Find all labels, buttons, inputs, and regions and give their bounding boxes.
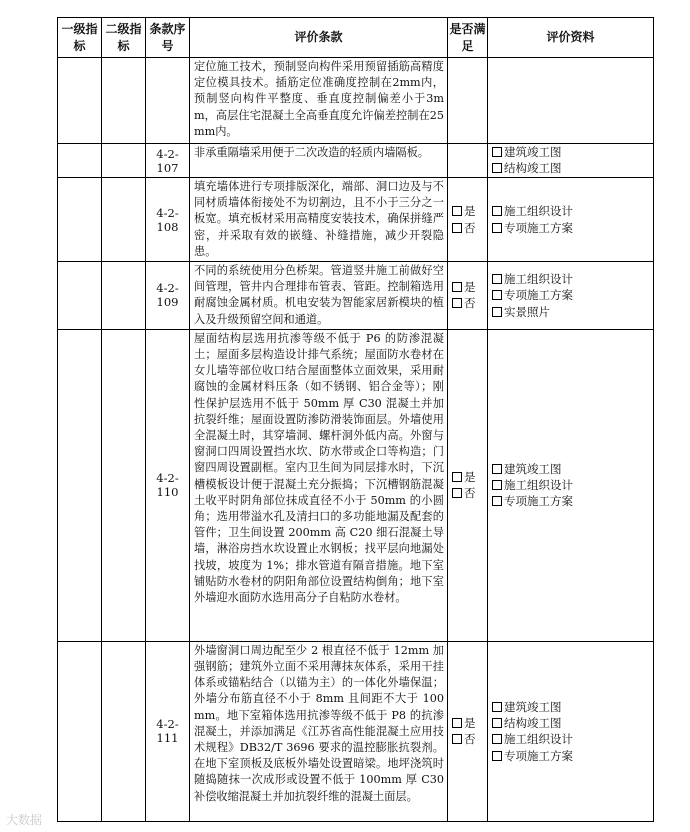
level2-cell — [102, 641, 146, 821]
doc-option[interactable] — [492, 287, 653, 303]
doc-option[interactable] — [492, 715, 653, 731]
header-level2: 二级指标 — [102, 18, 146, 58]
doc-label: 结构竣工图 — [504, 161, 562, 176]
table-row — [58, 178, 654, 262]
doc-label: 建筑竣工图 — [504, 699, 562, 714]
doc-option[interactable] — [492, 731, 653, 747]
satisfy-label: 是 — [464, 716, 476, 731]
checkbox-icon[interactable] — [492, 496, 502, 506]
doc-option[interactable] — [492, 748, 653, 764]
checkbox-icon[interactable] — [452, 298, 462, 308]
checkbox-icon[interactable] — [492, 163, 502, 173]
checkbox-icon[interactable] — [492, 223, 502, 233]
satisfy-label: 是 — [464, 204, 476, 219]
table-row — [58, 262, 654, 330]
satisfy-option[interactable] — [452, 731, 487, 747]
level2-cell — [102, 144, 146, 178]
checkbox-icon[interactable] — [492, 702, 502, 712]
clause-number: 4-2-110 — [146, 329, 190, 641]
checkbox-icon[interactable] — [452, 488, 462, 498]
docs-cell — [488, 144, 654, 178]
docs-cell — [488, 641, 654, 821]
checkbox-icon[interactable] — [492, 147, 502, 157]
level1-cell — [58, 329, 102, 641]
table-row — [58, 329, 654, 641]
clause-text: 非承重隔墙采用便于二次改造的轻质内墙隔板。 — [190, 144, 448, 178]
doc-label: 专项施工方案 — [504, 748, 573, 763]
level2-cell — [102, 262, 146, 330]
doc-option[interactable] — [492, 220, 653, 236]
satisfy-option[interactable] — [452, 279, 487, 295]
level1-cell — [58, 641, 102, 821]
satisfy-option[interactable] — [452, 220, 487, 236]
doc-label: 施工组织设计 — [504, 732, 573, 747]
doc-label: 施工组织设计 — [504, 272, 573, 287]
doc-label: 施工组织设计 — [504, 478, 573, 493]
doc-option[interactable] — [492, 304, 653, 320]
satisfy-label: 否 — [464, 296, 476, 311]
checkbox-icon[interactable] — [452, 206, 462, 216]
doc-option[interactable] — [492, 493, 653, 509]
satisfy-option[interactable] — [452, 295, 487, 311]
satisfy-cell — [448, 329, 488, 641]
table-row — [58, 58, 654, 144]
clause-text: 屋面结构层选用抗渗等级不低于 P6 的防渗混凝土；屋面多层构造设计排气系统；屋面防水卷材在女儿墙等部位收口结合屋面整体立面效果，采用耐腐蚀的金属材料压条（如不锈钢、铝合金等）；刚性保护层选用不低于 50mm 厚 C30 混凝土并加抗裂纤维；屋面设置防渗防滑装饰面层。外墙使用全混凝土时，其穿墙洞、螺杆洞外低内高。外窗与窗洞口四周设置挡水坎、防水带或企口等构造；门窗四周设置副框。室内卫生间为同层排水时，下沉槽模板设计便于混凝土充分振捣；下沉槽钢筋混凝土收平时阴角部位抹成直径不小于 50mm 的小圆角；选用带溢水孔及清扫口的多功能地漏及配套的管件；卫生间设置 200mm 高 C20 细石混凝土导墙，淋浴房挡水坎设置止水钢板；找平层向地漏处找坡，坡度为 1%；排水管道有隔音措施。地下室铺贴防水卷材的阴阳角部位设置结构倒角；地下室外墙迎水面防水选用高分子自粘防水卷材。 — [190, 329, 448, 641]
doc-option[interactable] — [492, 144, 653, 160]
doc-label: 实景照片 — [504, 304, 550, 319]
table-row — [58, 144, 654, 178]
doc-option[interactable] — [492, 477, 653, 493]
doc-label: 施工组织设计 — [504, 204, 573, 219]
table-row — [58, 641, 654, 821]
header-clause: 评价条款 — [190, 18, 448, 58]
satisfy-cell — [448, 144, 488, 178]
satisfy-cell — [448, 262, 488, 330]
satisfy-label: 否 — [464, 220, 476, 235]
satisfy-label: 否 — [464, 486, 476, 501]
satisfy-cell — [448, 178, 488, 262]
level2-cell — [102, 58, 146, 144]
evaluation-table — [57, 17, 654, 822]
satisfy-option[interactable] — [452, 715, 487, 731]
level2-cell — [102, 329, 146, 641]
level1-cell — [58, 58, 102, 144]
header-docs: 评价资料 — [488, 18, 654, 58]
doc-label: 专项施工方案 — [504, 494, 573, 509]
checkbox-icon[interactable] — [492, 290, 502, 300]
satisfy-option[interactable] — [452, 203, 487, 219]
doc-label: 专项施工方案 — [504, 220, 573, 235]
watermark: 大数据 — [6, 813, 43, 827]
doc-label: 建筑竣工图 — [504, 145, 562, 159]
doc-option[interactable] — [492, 160, 653, 176]
clause-text: 不同的系统使用分色桥架。管道竖井施工前做好空间管理，管井内合理排布管表、管距。控制箱选用耐腐蚀金属材质。机电安装为智能家居新模块的植入及升级预留空间和通道。 — [190, 262, 448, 330]
doc-option[interactable] — [492, 699, 653, 715]
checkbox-icon[interactable] — [452, 718, 462, 728]
checkbox-icon[interactable] — [492, 734, 502, 744]
satisfy-cell — [448, 641, 488, 821]
header-level1: 一级指标 — [58, 18, 102, 58]
satisfy-option[interactable] — [452, 485, 487, 501]
header-satisfy: 是否满足 — [448, 18, 488, 58]
doc-label: 结构竣工图 — [504, 716, 562, 731]
checkbox-icon[interactable] — [492, 307, 502, 317]
satisfy-label: 是 — [464, 470, 476, 485]
level2-cell — [102, 178, 146, 262]
clause-number: 4-2-107 — [146, 144, 190, 178]
doc-option[interactable] — [492, 271, 653, 287]
docs-cell — [488, 262, 654, 330]
satisfy-label: 是 — [464, 280, 476, 295]
checkbox-icon[interactable] — [492, 480, 502, 490]
checkbox-icon[interactable] — [452, 734, 462, 744]
level1-cell — [58, 144, 102, 178]
table-header-row — [58, 18, 654, 58]
clause-number: 4-2-108 — [146, 178, 190, 262]
doc-option[interactable] — [492, 203, 653, 219]
level1-cell — [58, 178, 102, 262]
checkbox-icon[interactable] — [492, 206, 502, 216]
docs-cell — [488, 329, 654, 641]
level1-cell — [58, 262, 102, 330]
clause-text: 外墙窗洞口周边配至少 2 根直径不低于 12mm 加强钢筋；建筑外立面不采用薄抹灰体系，采用干挂体系或锚粘结合（以锚为主）的一体化外墙保温；外墙分布筋直径不小于 8mm 且间距不大于 100 mm。地下室箱体选用抗渗等级不低于 P8 的抗渗混凝土，并添加满足《江苏省高性能混凝土应用技术规程》DB32/T 3696 要求的温控膨胀抗裂剂。在地下室顶板及底板外墙处设置暗梁。地坪浇筑时随捣随抹一次成形或设置不低于 100mm 厚 C30 补偿收缩混凝土并加抗裂纤维的混凝土面层。 — [190, 641, 448, 821]
satisfy-label: 否 — [464, 732, 476, 747]
checkbox-icon[interactable] — [492, 718, 502, 728]
doc-label: 建筑竣工图 — [504, 462, 562, 477]
docs-cell — [488, 178, 654, 262]
clause-number: 4-2-111 — [146, 641, 190, 821]
checkbox-icon[interactable] — [452, 472, 462, 482]
doc-label: 专项施工方案 — [504, 288, 573, 303]
checkbox-icon[interactable] — [452, 282, 462, 292]
clause-text: 定位施工技术，预制竖向构件采用预留插筋高精度定位模具技术。插筋定位准确度控制在2mm内，预制竖向构件平整度、垂直度控制偏差小于3mm，高层住宅混凝土全高垂直度允许偏差控制在25mm内。 — [190, 58, 448, 144]
doc-option[interactable] — [492, 461, 653, 477]
header-clause-no: 条款序号 — [146, 18, 190, 58]
docs-cell — [488, 58, 654, 144]
clause-number — [146, 58, 190, 144]
satisfy-cell — [448, 58, 488, 144]
clause-text: 填充墙体进行专项排版深化，端部、洞口边及与不同材质墙体衔接处不为切割边，且不小于三分之一板宽。填充板材采用高精度安装技术，确保拼缝严密，并采取有效的嵌缝、补缝措施，减少开裂隐患。 — [190, 178, 448, 262]
satisfy-option[interactable] — [452, 469, 487, 485]
checkbox-icon[interactable] — [492, 464, 502, 474]
checkbox-icon[interactable] — [452, 223, 462, 233]
checkbox-icon[interactable] — [492, 274, 502, 284]
checkbox-icon[interactable] — [492, 751, 502, 761]
clause-number: 4-2-109 — [146, 262, 190, 330]
